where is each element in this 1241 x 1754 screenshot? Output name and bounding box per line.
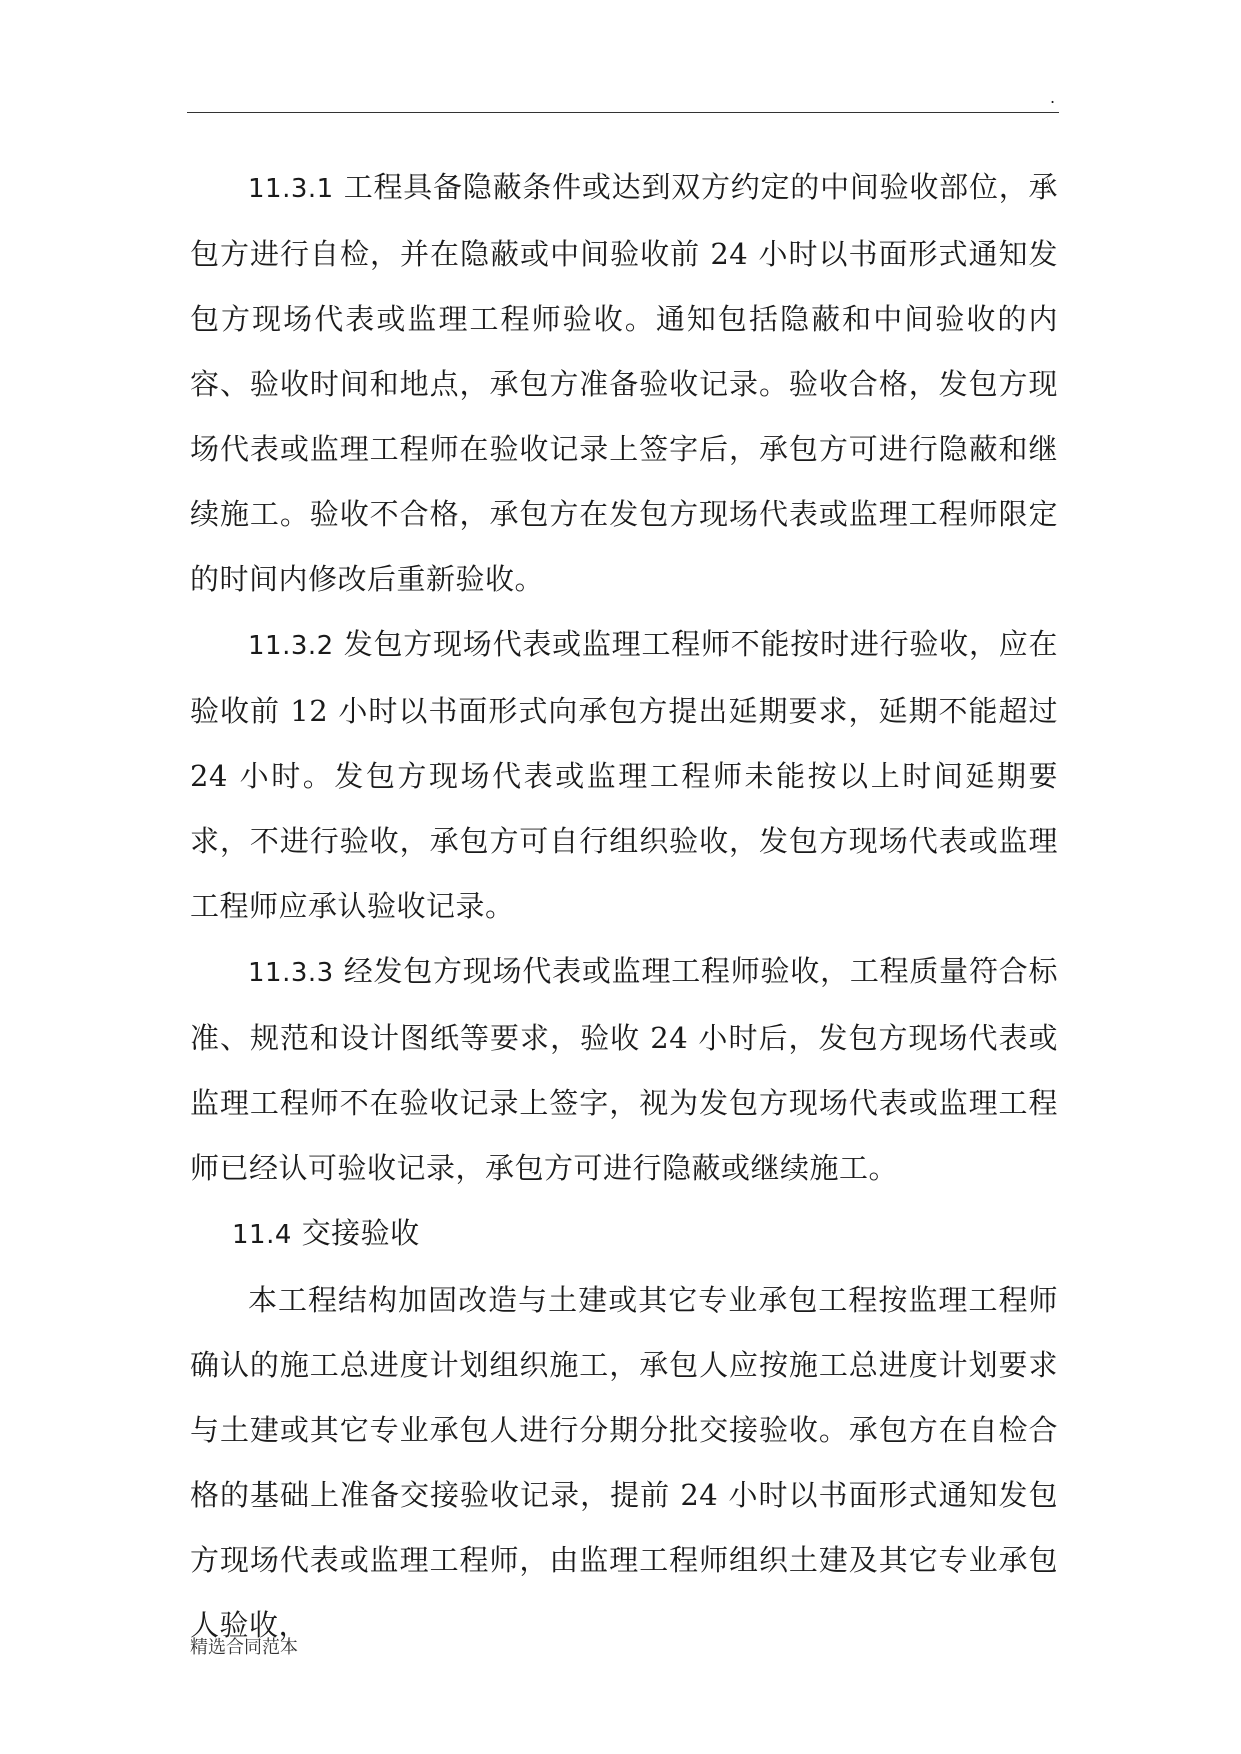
paragraph-text: 本工程结构加固改造与土建或其它专业承包工程按监理工程师确认的施工总进度计划组织施工，承包人应按施工总进度计划要求与土建或其它专业承包人进行分期分批交接验收。承包方在自检合格的基础上准备交接验收记录，提前 24 小时以书面形式通知发包方现场代表或监理工程师，由监理工程师组织土建及其它专业承包人验收， [190, 1283, 1058, 1642]
header-mark: . [1050, 88, 1056, 107]
header-rule [187, 112, 1059, 113]
paragraph-11-3-1 [190, 155, 1058, 612]
paragraph-text: 发包方现场代表或监理工程师不能按时进行验收，应在验收前 12 小时以书面形式向承包方提出延期要求，延期不能超过 24 小时。发包方现场代表或监理工程师未能按以上时间延期要求，不进行验收，承包方可自行组织验收，发包方现场代表或监理工程师应承认验收记录。 [190, 627, 1058, 923]
clause-number: 11.3.1 [248, 174, 334, 204]
document-body [190, 155, 1058, 1658]
paragraph-text: 工程具备隐蔽条件或达到双方约定的中间验收部位，承包方进行自检，并在隐蔽或中间验收前 24 小时以书面形式通知发包方现场代表或监理工程师验收。通知包括隐蔽和中间验收的内容、验收时间和地点，承包方准备验收记录。验收合格，发包方现场代表或监理工程师在验收记录上签字后，承包方可进行隐蔽和继续施工。验收不合格，承包方在发包方现场代表或监理工程师限定的时间内修改后重新验收。 [190, 170, 1058, 596]
paragraph-11-3-3 [190, 939, 1058, 1201]
paragraph-text: 经发包方现场代表或监理工程师验收，工程质量符合标准、规范和设计图纸等要求，验收 24 小时后，发包方现场代表或监理工程师不在验收记录上签字，视为发包方现场代表或监理工程师已经认可验收记录，承包方可进行隐蔽或继续施工。 [190, 954, 1058, 1185]
clause-number: 11.3.3 [248, 958, 334, 988]
clause-number: 11.4 [232, 1220, 292, 1250]
paragraph-handover [190, 1268, 1058, 1658]
clause-number: 11.3.2 [248, 631, 334, 661]
paragraph-11-3-2 [190, 612, 1058, 939]
section-heading-11-4 [190, 1201, 1058, 1268]
footer-label: 精选合同范本 [190, 1637, 298, 1658]
section-heading-text: 交接验收 [301, 1216, 420, 1250]
